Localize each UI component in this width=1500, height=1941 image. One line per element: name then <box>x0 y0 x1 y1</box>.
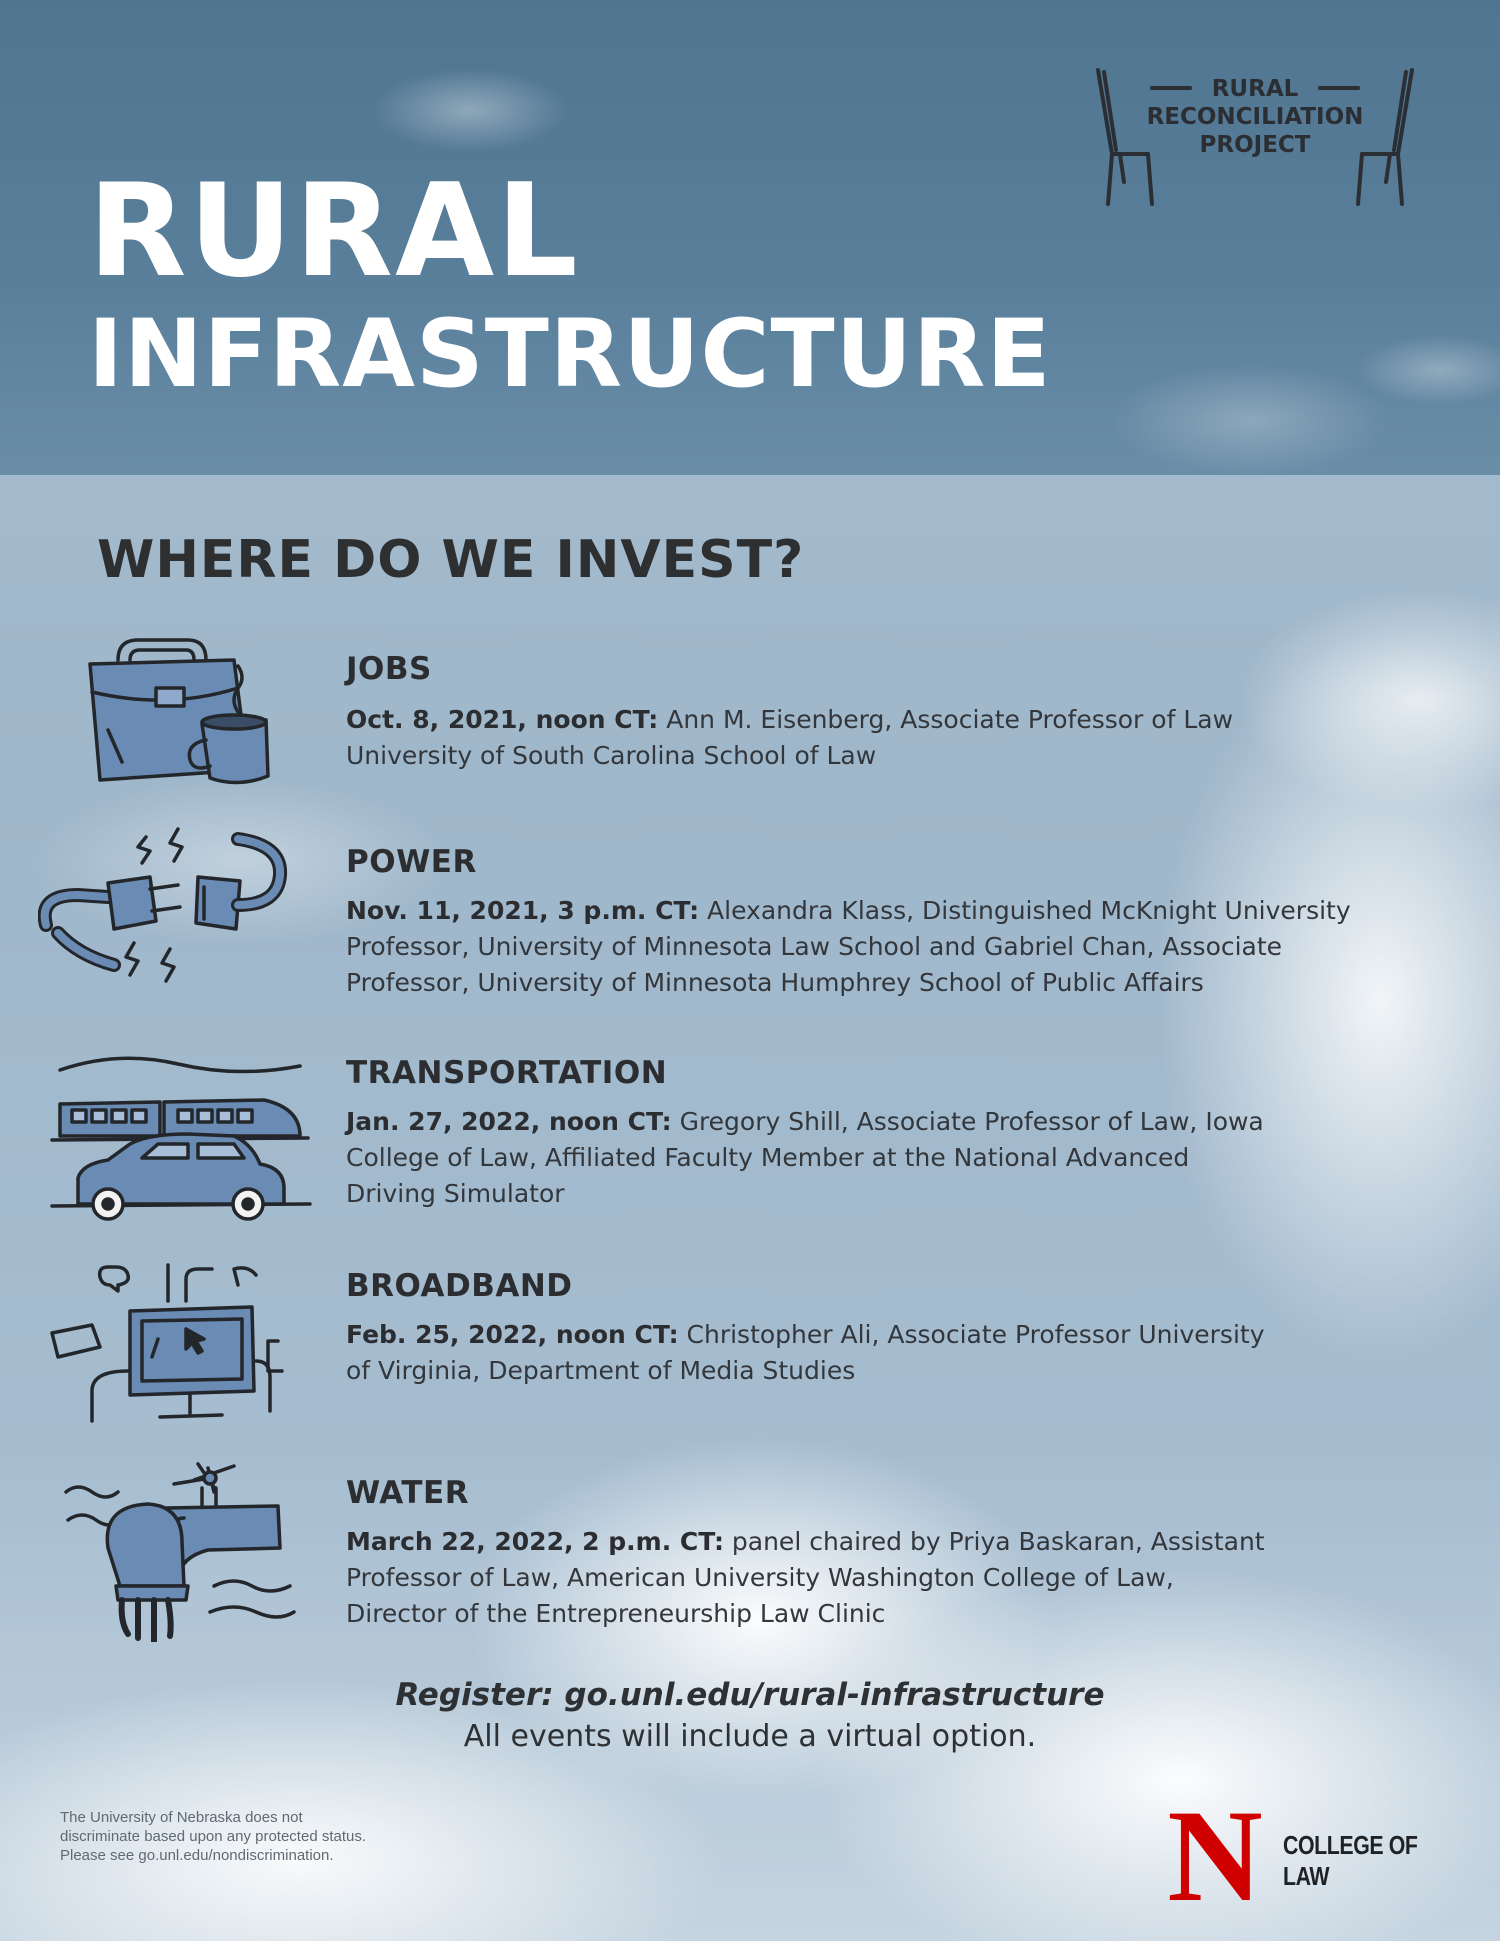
event-date-power: Nov. 11, 2021, 3 p.m. CT: <box>346 896 700 925</box>
logo-line-reconciliation: RECONCILIATION <box>1146 104 1364 130</box>
title-rural: RURAL <box>88 157 580 306</box>
event-title-jobs: JOBS <box>346 651 432 687</box>
event-desc-line1: Gregory Shill, Associate Professor of Law, Iowa <box>671 1107 1264 1136</box>
event-desc-line3: Professor, University of Minnesota Humphrey School of Public Affairs <box>346 968 1204 997</box>
register-block <box>0 1674 1500 1758</box>
register-link[interactable]: Register: go.unl.edu/rural-infrastructure <box>395 1677 1105 1713</box>
event-desc-line2: Professor of Law, American University Washington College of Law, <box>346 1563 1174 1592</box>
train-car-icon <box>38 1048 318 1228</box>
event-date-transportation: Jan. 27, 2022, noon CT: <box>346 1107 672 1136</box>
event-desc-transportation <box>346 1104 1476 1212</box>
event-desc-water <box>346 1524 1476 1632</box>
event-title-broadband: BROADBAND <box>346 1268 573 1304</box>
event-desc-line2: College of Law, Affiliated Faculty Member at the National Advanced <box>346 1143 1190 1172</box>
logo-line-project: PROJECT <box>1199 132 1311 158</box>
briefcase-coffee-icon <box>38 630 308 800</box>
event-desc-jobs <box>346 702 1476 774</box>
nebraska-n-logo <box>1160 1796 1270 1908</box>
event-title-power: POWER <box>346 844 477 880</box>
event-desc-broadband <box>346 1317 1476 1389</box>
event-desc-line1: panel chaired by Priya Baskaran, Assistant <box>723 1527 1265 1556</box>
logo-line-rural: RURAL <box>1211 76 1299 102</box>
title-infrastructure: INFRASTRUCTURE <box>88 300 1052 409</box>
event-title-water: WATER <box>346 1475 470 1511</box>
event-title-transportation: TRANSPORTATION <box>346 1055 668 1091</box>
event-date-jobs: Oct. 8, 2021, noon CT: <box>346 705 659 734</box>
n-logo-letter: N <box>1167 1796 1263 1908</box>
event-date-water: March 22, 2022, 2 p.m. CT: <box>346 1527 724 1556</box>
water-faucet-icon <box>38 1462 308 1642</box>
section-heading: WHERE DO WE INVEST? <box>97 530 805 590</box>
event-desc-line1: Christopher Ali, Associate Professor University <box>678 1320 1265 1349</box>
rural-reconciliation-project-logo <box>1090 62 1420 212</box>
event-desc-line2: University of South Carolina School of Law <box>346 741 877 770</box>
computer-monitor-icon <box>38 1261 318 1431</box>
disclaimer-line: Please see go.unl.edu/nondiscrimination. <box>60 1847 334 1864</box>
disclaimer-line: The University of Nebraska does not <box>60 1809 303 1826</box>
event-desc-line2: of Virginia, Department of Media Studies <box>346 1356 856 1385</box>
event-desc-line2: Professor, University of Minnesota Law School and Gabriel Chan, Associate <box>346 932 1283 961</box>
nondiscrimination-disclaimer <box>60 1808 480 1865</box>
college-of-law-name: COLLEGE OF LAW <box>1283 1830 1418 1891</box>
event-date-broadband: Feb. 25, 2022, noon CT: <box>346 1320 679 1349</box>
event-desc-line3: Driving Simulator <box>346 1179 565 1208</box>
virtual-option-note: All events will include a virtual option. <box>463 1719 1037 1754</box>
event-desc-power <box>346 893 1476 1001</box>
power-plug-icon <box>38 825 308 995</box>
event-desc-line1: Alexandra Klass, Distinguished McKnight University <box>699 896 1351 925</box>
header-band <box>0 0 1500 475</box>
event-desc-line3: Director of the Entrepreneurship Law Clinic <box>346 1599 886 1628</box>
event-desc-line1: Ann M. Eisenberg, Associate Professor of Law <box>658 705 1234 734</box>
disclaimer-line: discriminate based upon any protected status. <box>60 1828 367 1845</box>
